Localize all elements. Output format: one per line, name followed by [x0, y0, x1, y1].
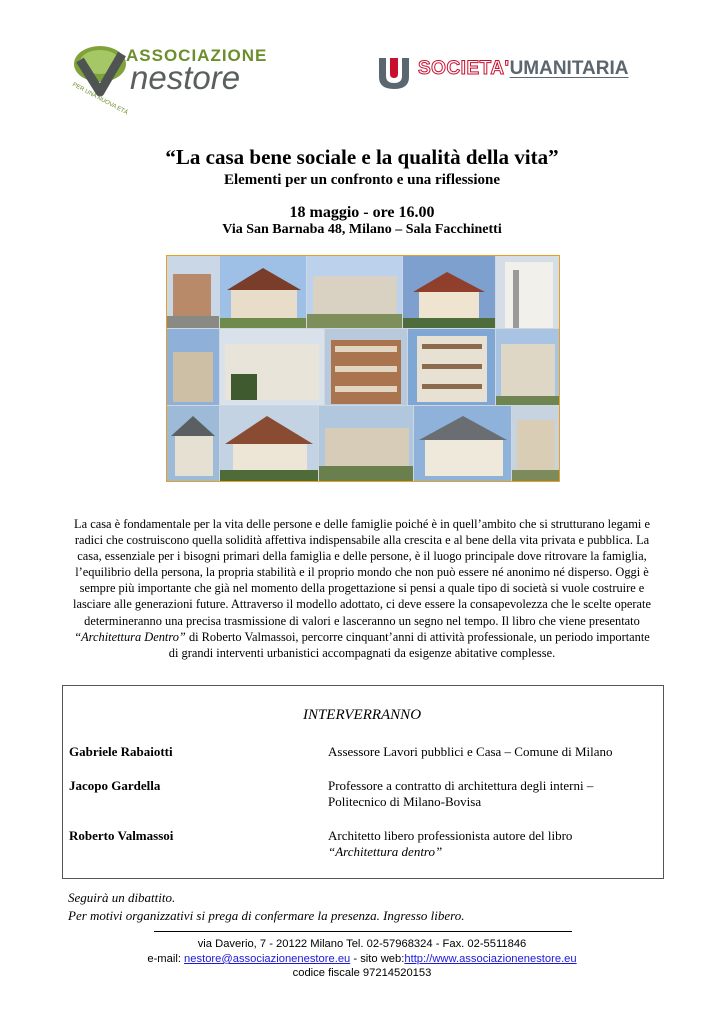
fiscal-code: codice fiscale 97214520153 — [292, 967, 432, 979]
website-link[interactable]: http://www.associazionenestore.eu — [404, 953, 577, 965]
buildings-photo-collage — [166, 255, 560, 482]
umanitaria-u-icon — [376, 54, 412, 90]
footer-address: via Daverio, 7 - 20122 Milano Tel. 02-57968324 - Fax. 02-5511846 — [197, 938, 527, 950]
nestore-logo-name: nestore — [130, 59, 241, 96]
speaker-role-line2: Politecnico di Milano-Bovisa — [328, 794, 482, 809]
nestore-logo-tagline: PER UNA NUOVA ETÀ — [71, 82, 129, 117]
umanitaria-logo-part2: UMANITARIA — [509, 58, 629, 79]
societa-umanitaria-logo — [376, 52, 646, 92]
site-label: - sito web: — [350, 953, 405, 965]
speaker-role-line1: Professore a contratto di architettura degli interni – — [328, 778, 594, 793]
umanitaria-logo-text — [418, 58, 628, 80]
event-subtitle: Elementi per un confronto e una riflessione — [223, 172, 501, 188]
speaker-role — [328, 828, 572, 860]
event-venue: Via San Barnaba 48, Milano – Sala Facchinetti — [222, 222, 502, 237]
footer-contacts — [0, 953, 724, 965]
event-date: 18 maggio - ore 16.00 — [289, 204, 435, 221]
speaker-role-line1: Assessore Lavori pubblici e Casa – Comune di Milano — [328, 744, 613, 759]
collage-illustration — [167, 256, 559, 481]
speaker-role — [328, 744, 613, 760]
associazione-nestore-logo — [71, 42, 272, 117]
event-title: “La casa bene sociale e la qualità della vita” — [165, 145, 559, 169]
intro-paragraph — [70, 516, 654, 661]
email-label: e-mail: — [147, 953, 185, 965]
umanitaria-logo-part1: SOCIETA' — [418, 58, 510, 79]
speaker-name: Roberto Valmassoi — [69, 828, 174, 843]
speaker-role-line2: “Architettura dentro” — [328, 844, 443, 859]
rsvp-note: Per motivi organizzativi si prega di confermare la presenza. Ingresso libero. — [68, 908, 465, 923]
email-link[interactable]: nestore@associazionenestore.eu — [184, 953, 351, 965]
speaker-role — [328, 778, 593, 810]
footer-divider — [154, 931, 572, 932]
debate-note: Seguirà un dibattito. — [68, 890, 176, 905]
intro-text-after: di Roberto Valmassoi, percorre cinquant’anni di attività professionale, un periodo importante di grandi interventi urbanistici accompagnati da esigenze abitative complesse. — [168, 629, 650, 660]
intro-text-before: La casa è fondamentale per la vita delle persone e delle famiglie poiché è in quell’ambito che si strutturano legami e radici che costruiscono quella solidità affettiva indispensabile alla crescita e al bene della vita privata e pubblica. La casa, essenziale per i bisogni primari della famiglia e delle persone, è il luogo principale dove ritrovare la famiglia, l’equilibrio della persona, la propria stabilità e il proprio mondo che non può essere né anonimo né disperso. Oggi è sempre più importante che già nel momento della progettazione si pensi a quale tipo di società si vuole costruire e lasciare alle generazioni future. Attraverso il modello adottato, ci deve essere la consapevolezza che le scelte operate determineranno una precisa trasmissione di valori e lasceranno un segno nel tempo. Il libro che viene presentato — [73, 517, 651, 628]
speaker-role-line1: Architetto libero professionista autore del libro — [328, 828, 573, 843]
speaker-name: Gabriele Rabaiotti — [69, 744, 173, 759]
intro-book-title: “Architettura Dentro” — [74, 629, 186, 644]
speaker-name: Jacopo Gardella — [69, 778, 161, 793]
speakers-heading: INTERVERRANNO — [302, 707, 422, 723]
nestore-logo-line1: ASSOCIAZIONE — [126, 46, 268, 65]
